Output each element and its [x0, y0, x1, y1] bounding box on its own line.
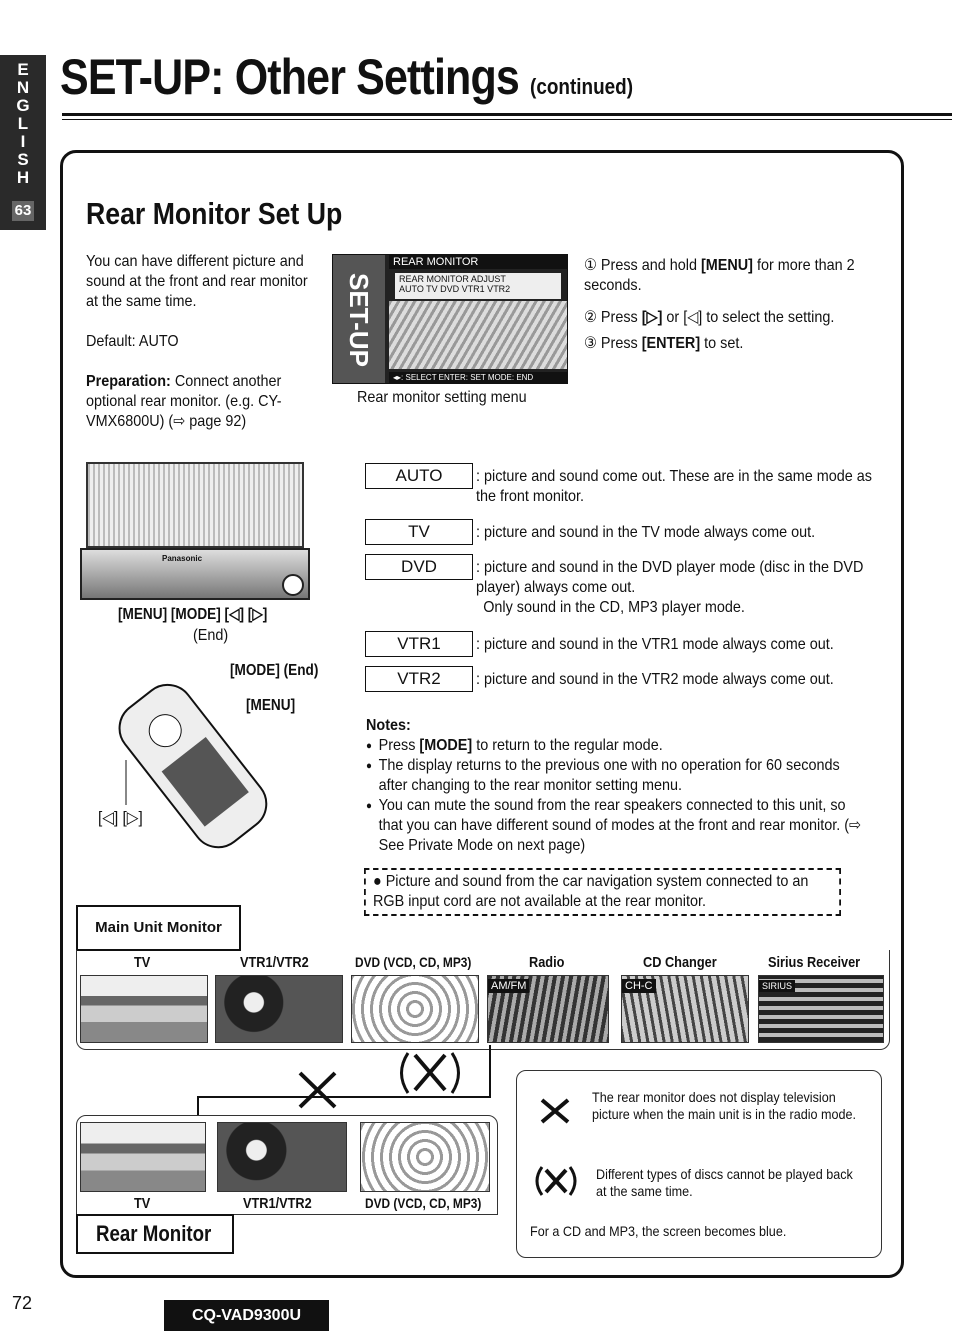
menu-sub-options: AUTO TV DVD VTR1 VTR2: [399, 284, 511, 294]
step-number: ②: [584, 309, 597, 326]
remote-mode-label: [MODE] (End): [230, 662, 319, 679]
rear-thumb-dvd: [360, 1122, 490, 1192]
intro-block: [86, 252, 316, 432]
model-number: CQ-VAD9300U: [164, 1300, 329, 1331]
rear-monitor-label: Rear Monitor: [96, 1221, 212, 1246]
connection-diagram: [190, 1045, 510, 1125]
tab-page-number: 63: [12, 201, 35, 221]
steps-list: [584, 256, 881, 354]
option-tv-desc: : picture and sound in the TV mode always come out.: [476, 524, 816, 541]
head-unit-screen: [86, 462, 304, 548]
main-thumb-tv: [80, 975, 208, 1043]
option-tv: TV: [365, 519, 473, 545]
rear-monitor-menu-screen: [332, 254, 568, 384]
language-tab: [0, 55, 46, 230]
preparation-text: Connect another optional rear monitor. (e.g. CY-VMX6800U) (⇨ page 92): [86, 373, 282, 430]
tab-letter: N: [16, 78, 30, 97]
note-text: Press: [378, 737, 420, 754]
intro-text: You can have different picture and sound at the front and rear monitor at the same time.: [86, 253, 308, 310]
tab-letter: S: [17, 150, 29, 169]
page-title: [60, 48, 633, 106]
unit-button-labels: [MENU] [MODE] [◁] [▷]: [118, 606, 268, 623]
main-source-dvd: DVD (VCD, CD, MP3): [355, 954, 472, 970]
option-dvd-desc: [476, 558, 877, 618]
cd-changer-tag: CH-C: [622, 979, 656, 993]
legend-cross-text: The rear monitor does not display television picture when the main unit is in the radio mode.: [592, 1089, 857, 1122]
option-vtr1: VTR1: [365, 631, 473, 657]
default-value: Default: AUTO: [86, 333, 179, 350]
rgb-note-box: ● Picture and sound from the car navigation system connected to an RGB input cord are not available at the rear monitor.: [364, 868, 841, 916]
note-text: The display returns to the previous one with no operation for 60 seconds after changing to the rear monitor setting menu.: [378, 757, 840, 794]
head-unit-illustration: [80, 462, 310, 602]
tab-letter: H: [16, 168, 30, 187]
step-number: ①: [584, 257, 597, 274]
menu-submenu: [395, 273, 561, 299]
preparation: [86, 372, 316, 432]
option-vtr1-desc: : picture and sound in the VTR1 mode always come out.: [476, 636, 834, 653]
note-text: to return to the regular mode.: [472, 737, 663, 754]
main-thumb-sirius: [758, 975, 884, 1043]
rear-source-dvd: DVD (VCD, CD, MP3): [365, 1195, 482, 1211]
step-3: [584, 334, 881, 354]
step-1: [584, 256, 881, 296]
rear-thumb-tv: [80, 1122, 206, 1192]
main-monitor-label-box: [76, 905, 241, 951]
step-text: Press and hold: [600, 257, 701, 274]
tab-letter: E: [17, 60, 29, 79]
knob-icon: [282, 574, 304, 596]
remote-arrow-label: [◁] [▷]: [98, 808, 143, 827]
option-vtr2-desc: : picture and sound in the VTR2 mode always come out.: [476, 671, 834, 688]
tab-letter: G: [16, 96, 30, 115]
step-text: or [◁] to select the setting.: [662, 309, 835, 326]
option-dvd-desc-text: : picture and sound in the DVD player mode (disc in the DVD player) always come out.: [476, 559, 864, 596]
remote-menu-label: [MENU]: [246, 697, 296, 714]
main-source-sirius: Sirius Receiver: [768, 954, 861, 971]
step-2: [584, 308, 881, 328]
connection-line: [198, 1045, 490, 1115]
menu-caption: Rear monitor setting menu: [357, 389, 527, 406]
preparation-label: Preparation:: [86, 373, 171, 390]
rear-source-tv: TV: [134, 1195, 151, 1212]
step-text: Press: [600, 335, 642, 352]
note-text: You can mute the sound from the rear speakers connected to this unit, so that you can have different sound of modes at the front and rear monitor. (⇨ See Private Mode on next page): [378, 797, 862, 854]
menu-sub-title: REAR MONITOR ADJUST: [399, 274, 506, 284]
option-dvd: DVD: [365, 554, 473, 580]
step-text: for more than 2 seconds.: [584, 257, 855, 294]
rear-thumb-vtr: [217, 1122, 347, 1192]
main-monitor-label: Main Unit Monitor: [95, 919, 222, 936]
cross-icon: [300, 1073, 335, 1107]
step-number: ③: [584, 335, 597, 352]
tab-letter: I: [20, 132, 26, 151]
note-key: [MODE]: [419, 737, 473, 754]
unit-end-label: (End): [193, 627, 229, 644]
legend-note: For a CD and MP3, the screen becomes blue.: [530, 1223, 787, 1239]
tab-letter: L: [17, 114, 29, 133]
head-unit-body: [80, 548, 310, 600]
rear-monitor-label-box: [76, 1214, 234, 1254]
main-source-tv: TV: [134, 954, 151, 971]
main-thumb-cd-changer: [621, 975, 749, 1043]
sirius-tag: SIRIUS: [759, 980, 795, 992]
main-source-radio: Radio: [529, 954, 565, 971]
step-text: Press: [600, 309, 642, 326]
main-thumb-radio: [487, 975, 609, 1043]
notes-block: [366, 716, 870, 856]
rear-source-vtr: VTR1/VTR2: [243, 1195, 312, 1212]
option-auto-desc: : picture and sound come out. These are in the same mode as the front monitor.: [476, 468, 872, 505]
option-vtr2: VTR2: [365, 666, 473, 692]
section-title: Rear Monitor Set Up: [86, 196, 343, 231]
main-source-cd-changer: CD Changer: [643, 954, 717, 971]
setup-side-label: SET-UP: [333, 255, 385, 384]
main-source-vtr: VTR1/VTR2: [240, 954, 309, 971]
note-item: [366, 756, 870, 796]
page-title-text: SET-UP: Other Settings: [60, 49, 519, 105]
step-key: [MENU]: [700, 257, 753, 274]
title-rule-thin: [62, 119, 952, 120]
main-thumb-dvd: [351, 975, 479, 1043]
step-text: to set.: [700, 335, 744, 352]
option-auto: AUTO: [365, 463, 473, 489]
legend-paren-text: Different types of discs cannot be played back at the same time.: [596, 1166, 853, 1199]
legend-cross-icon: [536, 1096, 576, 1126]
option-dvd-desc-note: Only sound in the CD, MP3 player mode.: [483, 599, 745, 616]
remote-illustration: [96, 660, 296, 860]
note-item: [366, 796, 870, 856]
page-title-continued: (continued): [530, 74, 634, 99]
step-key: [ENTER]: [641, 335, 701, 352]
menu-background-image: [389, 301, 567, 369]
legend-paren-icon: [530, 1164, 582, 1198]
page-number: 72: [12, 1293, 33, 1313]
notes-title: Notes:: [366, 717, 411, 734]
step-key: [▷]: [641, 309, 663, 326]
menu-footer: ◂▸: SELECT ENTER: SET MODE: END: [389, 372, 567, 383]
paren-cross-icon: [415, 1055, 445, 1090]
note-item: [366, 736, 870, 756]
radio-tag: AM/FM: [488, 979, 529, 993]
menu-title: REAR MONITOR: [389, 255, 567, 269]
main-thumb-vtr: [215, 975, 343, 1043]
title-rule: [62, 113, 952, 116]
brand-logo: Panasonic: [162, 554, 203, 563]
notes-list: [366, 736, 870, 856]
